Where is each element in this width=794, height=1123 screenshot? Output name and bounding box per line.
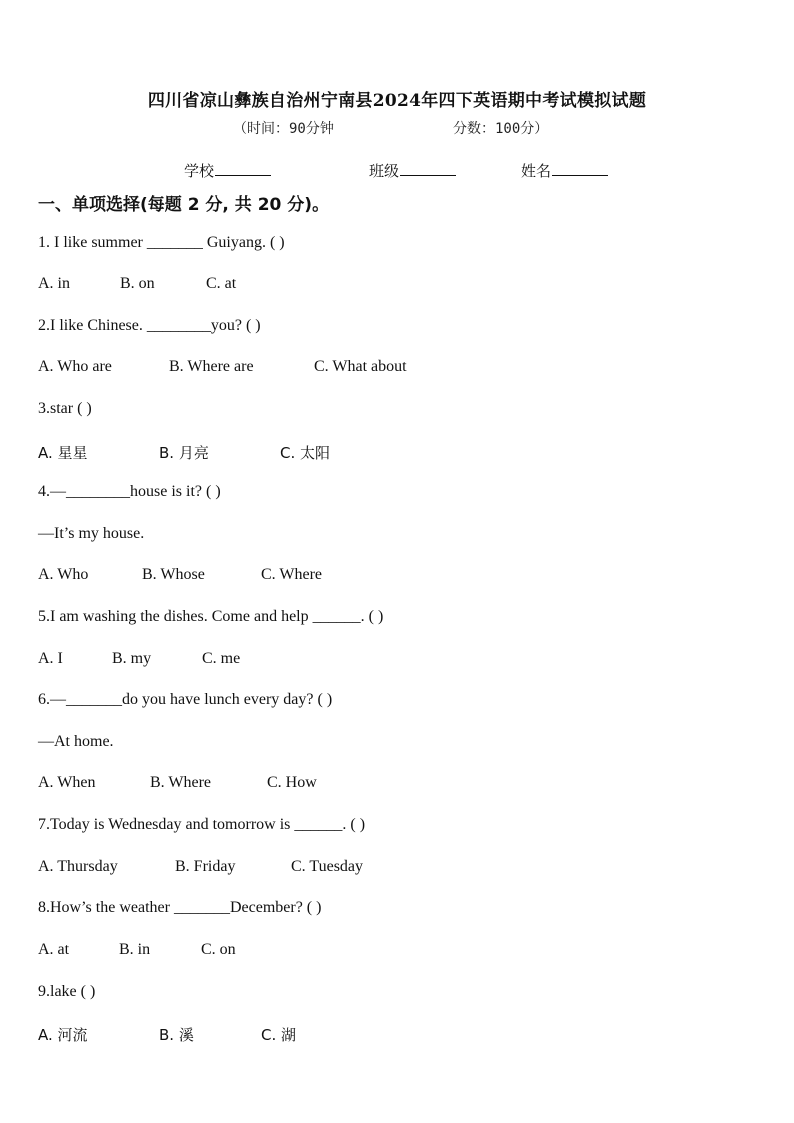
question-8-option-b: B. in [119,941,151,958]
question-1-option-b: B. on [120,275,155,292]
question-4-stem: 4.—________house is it? ( ) [38,483,221,500]
name-field [521,160,608,181]
exam-subtitle [233,118,549,138]
question-9-stem: 9.lake ( ) [38,983,96,1000]
school-blank[interactable] [215,161,271,176]
class-blank[interactable] [400,161,456,176]
question-7-option-b: B. Friday [175,858,236,875]
school-field [184,160,271,181]
question-5-option-a: A. I [38,650,63,667]
exam-score: 分数：100分） [453,121,549,137]
question-6-option-c: C. How [267,774,317,791]
question-2-option-a: A. Who are [38,358,112,375]
question-1-option-c: C. at [206,275,237,292]
question-9-option-c: C. 湖 [261,1026,297,1044]
question-4-answer-line: —It’s my house. [38,525,145,542]
question-6-stem: 6.—_______do you have lunch every day? ( ) [38,691,333,708]
question-1-stem: 1. I like summer _______ Guiyang. ( ) [38,234,285,251]
class-field [369,160,456,181]
class-label: 班级 [369,162,400,180]
question-2-option-b: B. Where are [169,358,254,375]
question-4-option-b: B. Whose [142,566,205,583]
question-6-option-b: B. Where [150,774,212,791]
question-5-option-c: C. me [202,650,241,667]
name-label: 姓名 [521,162,552,180]
question-3-stem: 3.star ( ) [38,400,92,417]
question-6-option-a: A. When [38,774,96,791]
question-7-option-a: A. Thursday [38,858,118,875]
exam-time: （时间：90分钟 [233,121,334,137]
question-8-option-c: C. on [201,941,236,958]
question-8-option-a: A. at [38,941,70,958]
exam-title: 四川省凉山彝族自治州宁南县2024年四下英语期中考试模拟试题 [147,91,647,111]
question-2-option-c: C. What about [314,358,407,375]
question-4-option-c: C. Where [261,566,323,583]
question-6-answer-line: —At home. [38,733,114,750]
question-8-stem: 8.How’s the weather _______December? ( ) [38,899,322,916]
question-3-option-c: C. 太阳 [280,444,331,462]
question-3-option-b: B. 月亮 [159,444,209,462]
question-5-option-b: B. my [112,650,152,667]
name-blank[interactable] [552,161,608,176]
question-7-option-c: C. Tuesday [291,858,364,875]
question-5-stem: 5.I am washing the dishes. Come and help ______. ( ) [38,608,384,625]
question-1-option-a: A. in [38,275,70,292]
question-3-option-a: A. 星星 [38,444,88,462]
section-1-title: 一、单项选择(每题 2 分, 共 20 分)。 [38,195,330,215]
question-9-option-b: B. 溪 [159,1026,194,1044]
question-2-stem: 2.I like Chinese. ________you? ( ) [38,317,261,334]
question-9-option-a: A. 河流 [38,1026,88,1044]
question-7-stem: 7.Today is Wednesday and tomorrow is ______. ( ) [38,816,366,833]
school-label: 学校 [184,162,215,180]
question-4-option-a: A. Who [38,566,89,583]
